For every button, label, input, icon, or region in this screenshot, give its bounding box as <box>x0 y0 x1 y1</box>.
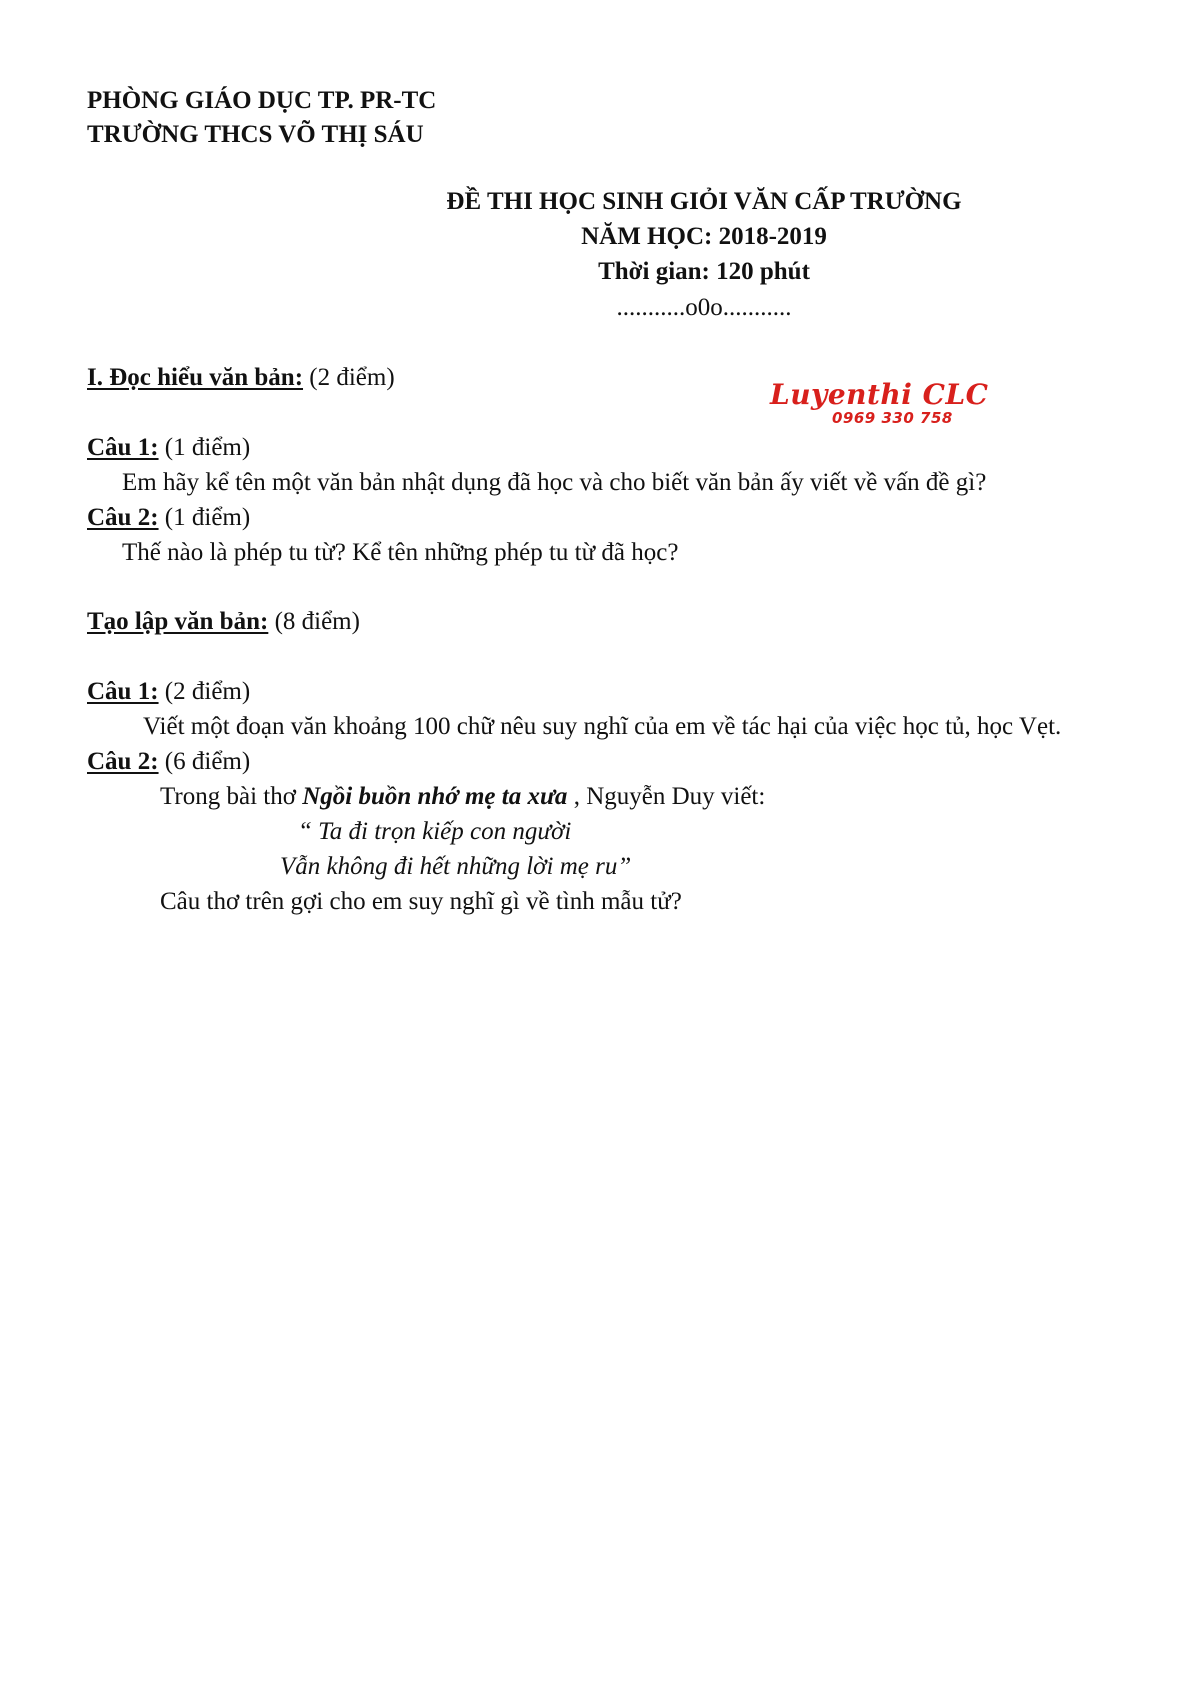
section2-q1-line <box>87 677 250 707</box>
section1-q1-line <box>87 433 250 463</box>
intro-before: Trong bài thơ <box>160 783 303 810</box>
section2-q2-label: Câu 2: <box>87 748 159 775</box>
section1-q2-label: Câu 2: <box>87 504 159 531</box>
watermark-phone: 0969 330 758 <box>832 409 953 427</box>
poem-title: Ngồi buồn nhớ mẹ ta xưa <box>302 783 568 810</box>
section1-q1-label: Câu 1: <box>87 434 159 461</box>
section2-q2-intro <box>160 782 765 812</box>
section2-q1-text: Viết một đoạn văn khoảng 100 chữ nêu suy nghĩ của em về tác hại của việc học tủ, học Vẹt. <box>143 713 1062 740</box>
poem-verse-2: Vẫn không đi hết những lời mẹ ru” <box>280 853 632 880</box>
exam-duration: Thời gian: 120 phút <box>598 258 810 285</box>
section1-q1-text: Em hãy kể tên một văn bản nhật dụng đã học và cho biết văn bản ấy viết về vấn đề gì? <box>122 469 987 496</box>
section1-heading-line <box>87 363 395 393</box>
section1-points: (2 điểm) <box>303 364 395 391</box>
watermark-logo <box>770 380 1010 426</box>
section2-q2-line <box>87 747 250 777</box>
section2-heading: Tạo lập văn bản: <box>87 608 269 635</box>
section2-q1-points: (2 điểm) <box>158 678 251 705</box>
section2-q1-label: Câu 1: <box>87 678 159 705</box>
exam-title: ĐỀ THI HỌC SINH GIỎI VĂN CẤP TRƯỜNG <box>446 188 962 215</box>
section1-q2-line <box>87 503 250 533</box>
department-name: PHÒNG GIÁO DỤC TP. PR-TC <box>87 87 437 114</box>
section2-q2-points: (6 điểm) <box>158 748 251 775</box>
school-name: TRƯỜNG THCS VÕ THỊ SÁU <box>87 121 424 148</box>
section1-q2-text: Thế nào là phép tu từ? Kể tên những phép tu từ đã học? <box>122 539 679 566</box>
section2-heading-line <box>87 607 360 637</box>
section1-q2-points: (1 điểm) <box>158 504 251 531</box>
poem-verse-1: “ Ta đi trọn kiếp con người <box>298 818 572 845</box>
section1-q1-points: (1 điểm) <box>158 434 251 461</box>
title-divider: ...........o0o........... <box>616 294 792 321</box>
intro-after: , Nguyễn Duy viết: <box>567 783 766 810</box>
section2-points: (8 điểm) <box>268 608 360 635</box>
section1-heading: I. Đọc hiểu văn bản: <box>87 364 304 391</box>
section2-q2-question: Câu thơ trên gợi cho em suy nghĩ gì về tình mẫu tử? <box>160 888 682 915</box>
school-year: NĂM HỌC: 2018-2019 <box>581 223 827 250</box>
watermark-name: Luyenthi CLC <box>770 378 989 411</box>
